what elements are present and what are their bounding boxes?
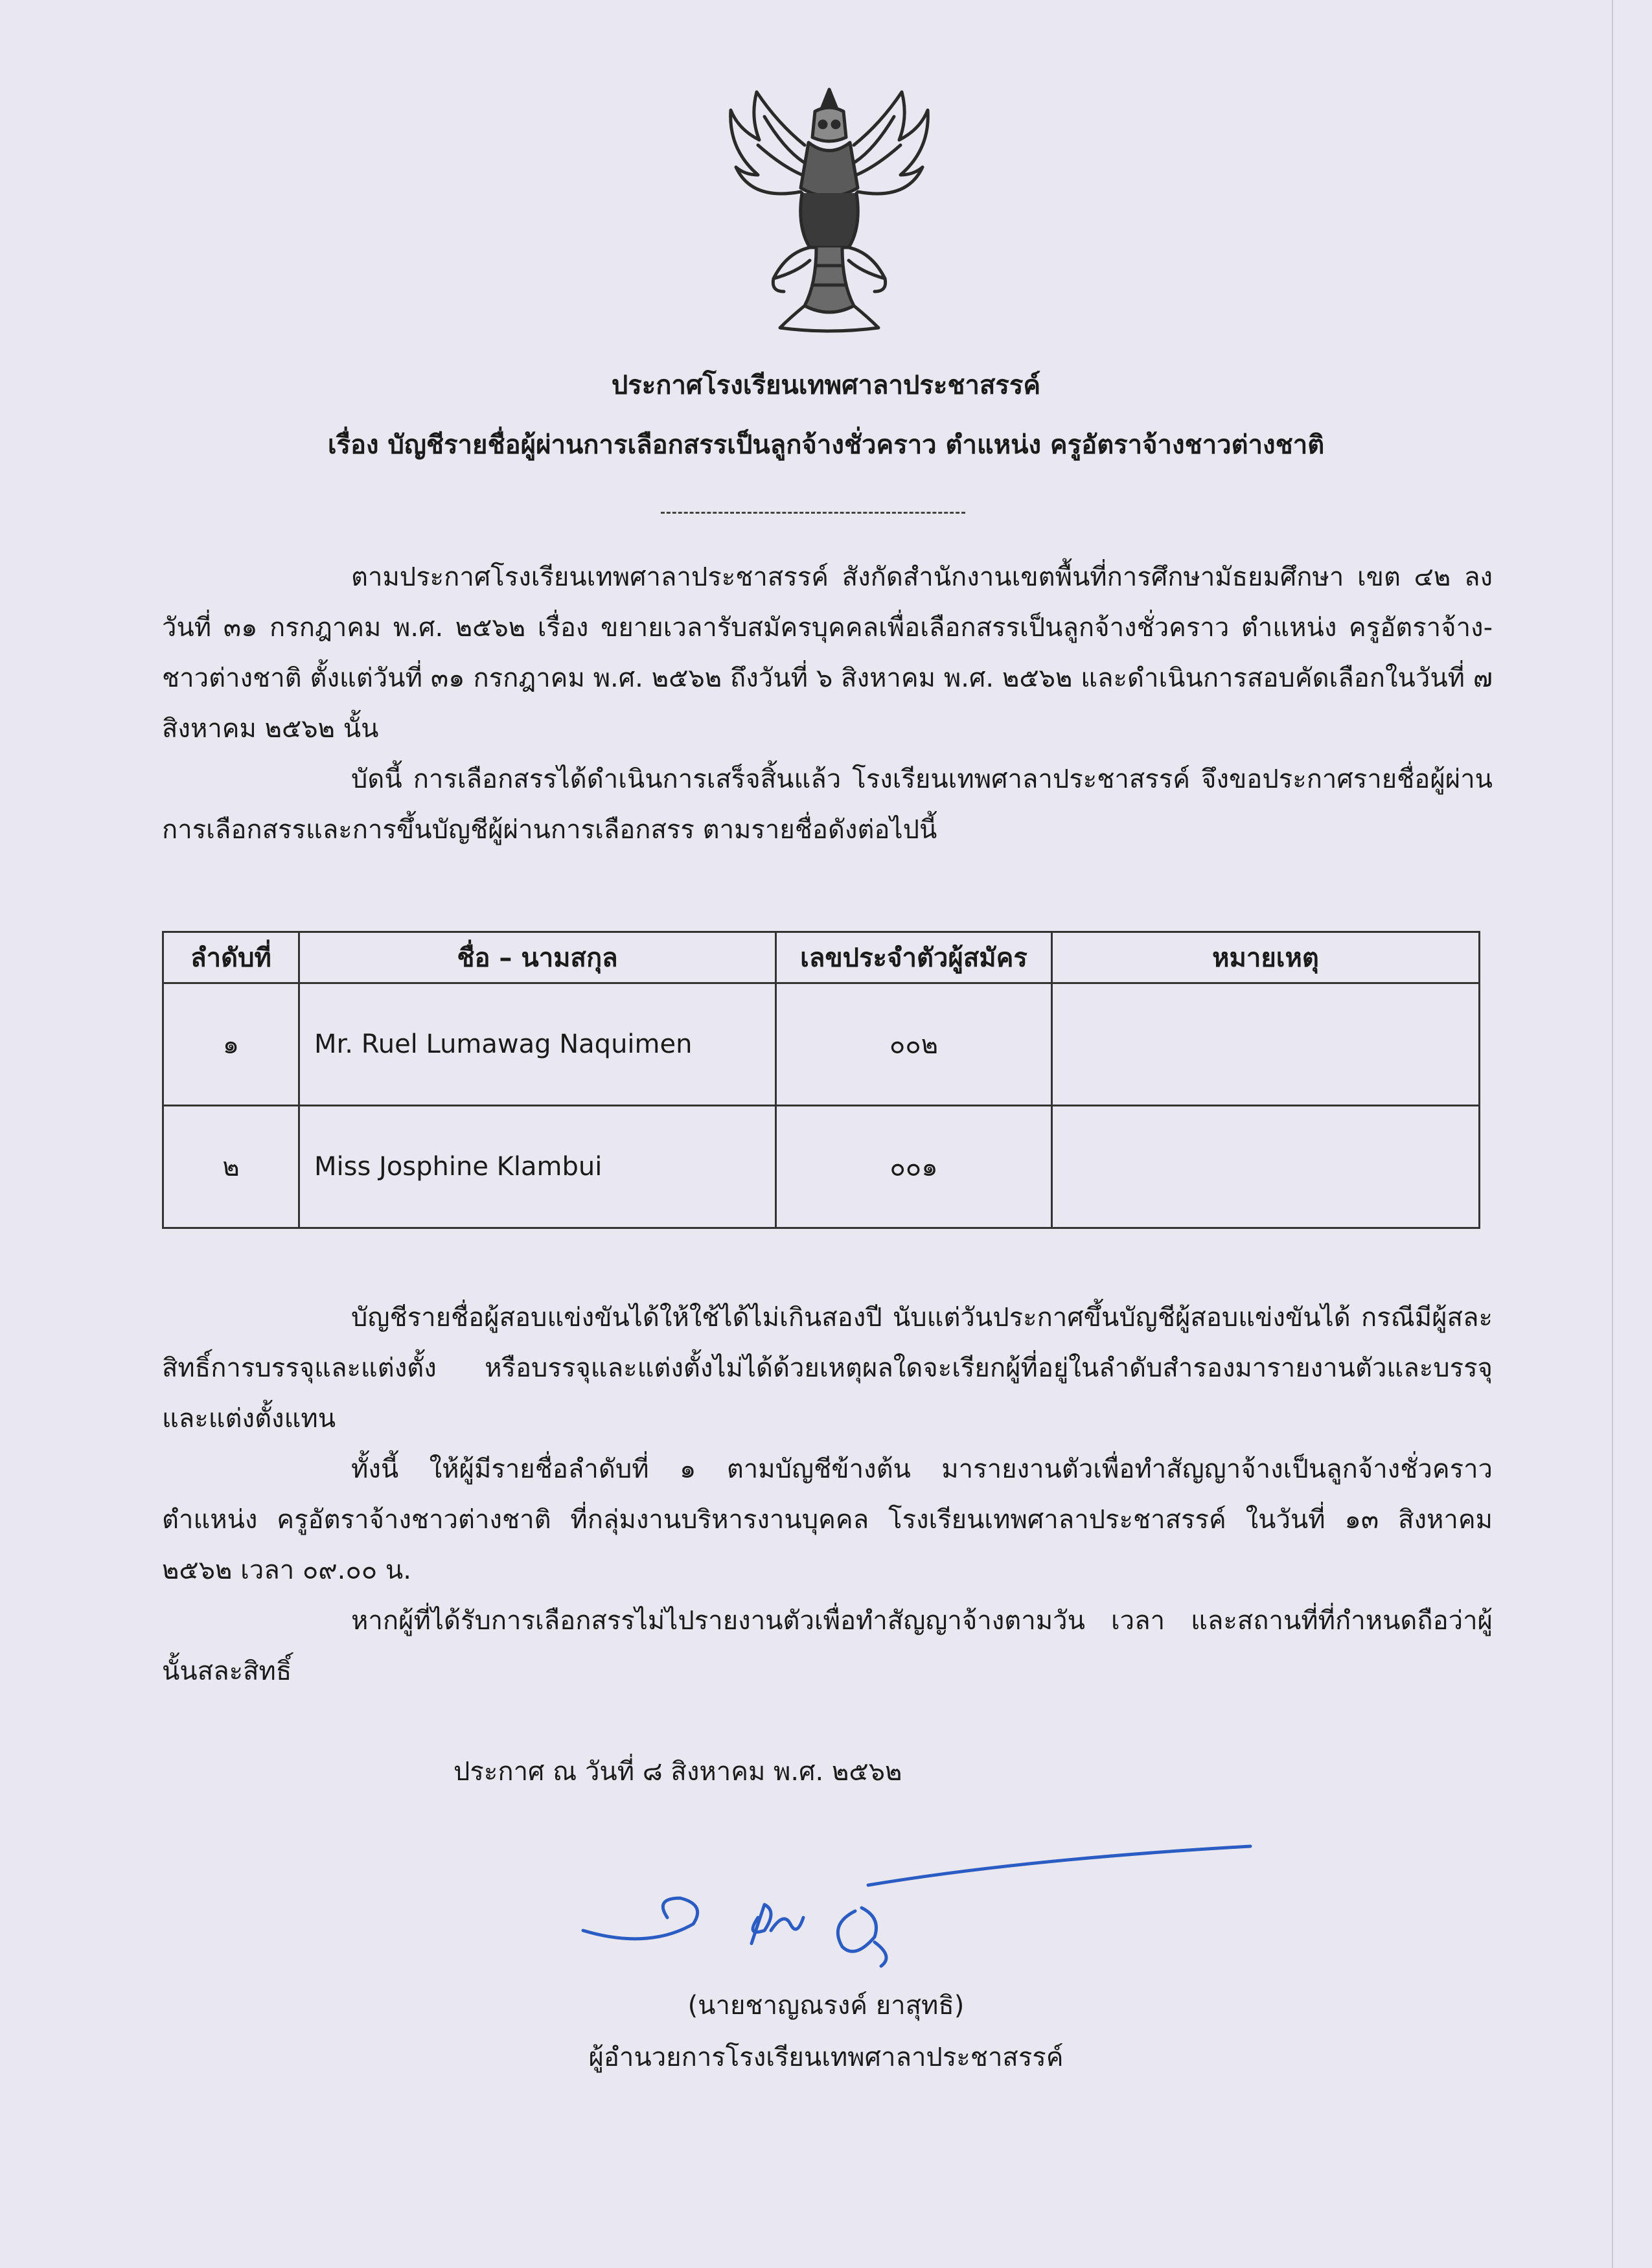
table-header-row	[163, 932, 1480, 983]
header-applicant-id: เลขประจำตัวผู้สมัคร	[776, 932, 1052, 983]
paragraph-result-intro: บัดนี้ การเลือกสรรได้ดำเนินการเสร็จสิ้นแล้ว โรงเรียนเทพศาลาประชาสรรค์ จึงขอประกาศรายชื่อผู้ผ่านการเลือกสรรและการขึ้นบัญชีผู้ผ่านการเลือกสรร ตามรายชื่อดังต่อไปนี้	[162, 764, 1493, 845]
table-row	[163, 1106, 1480, 1228]
header-note: หมายเหตุ	[1052, 932, 1480, 983]
garuda-emblem-icon	[719, 78, 939, 337]
cell-applicant-id: ๐๐๒	[776, 983, 1052, 1106]
page-edge	[1612, 0, 1613, 2268]
conditions-section	[162, 1292, 1493, 1697]
title-divider	[661, 512, 965, 514]
cell-name: Mr. Ruel Lumawag Naquimen	[299, 983, 776, 1106]
signature-mark	[570, 1833, 1257, 1982]
cell-note	[1052, 983, 1480, 1106]
announcement-title: ประกาศโรงเรียนเทพศาลาประชาสรรค์	[611, 371, 1041, 400]
table-row	[163, 983, 1480, 1106]
header-order: ลำดับที่	[163, 932, 299, 983]
cell-order: ๒	[163, 1106, 299, 1228]
paragraph-forfeit: หากผู้ที่ได้รับการเลือกสรรไม่ไปรายงานตัวเพื่อทำสัญญาจ้างตามวัน เวลา และสถานที่ที่กำหนดถือว่าผู้นั้นสละสิทธิ์	[162, 1606, 1493, 1686]
announcement-subject: เรื่อง บัญชีรายชื่อผู้ผ่านการเลือกสรรเป็นลูกจ้างชั่วคราว ตำแหน่ง ครูอัตราจ้างชาวต่างชาติ	[327, 430, 1325, 460]
announce-date: ประกาศ ณ วันที่ ๘ สิงหาคม พ.ศ. ๒๕๖๒	[453, 1757, 902, 1787]
header-name: ชื่อ – นามสกุล	[299, 932, 776, 983]
signer-title: ผู้อำนวยการโรงเรียนเทพศาลาประชาสรรค์	[588, 2043, 1064, 2072]
cell-order: ๑	[163, 983, 299, 1106]
cell-note	[1052, 1106, 1480, 1228]
signer-name: (นายชาญณรงค์ ยาสุทธิ)	[687, 1991, 965, 2021]
paragraph-reference: ตามประกาศโรงเรียนเทพศาลาประชาสรรค์ สังกัดสำนักงานเขตพื้นที่การศึกษามัธยมศึกษา เขต ๔๒ ลงวันที่ ๓๑ กรกฎาคม พ.ศ. ๒๕๖๒ เรื่อง ขยายเวลารับสมัครบุคคลเพื่อเลือกสรรเป็นลูกจ้างชั่วคราว ตำแหน่ง ครูอัตราจ้าง-ชาวต่างชาติ ตั้งแต่วันที่ ๓๑ กรกฎาคม พ.ศ. ๒๕๖๒ ถึงวันที่ ๖ สิงหาคม พ.ศ. ๒๕๖๒ และดำเนินการสอบคัดเลือกในวันที่ ๗ สิงหาคม ๒๕๖๒ นั้น	[162, 562, 1493, 744]
intro-section	[162, 552, 1493, 855]
result-table	[162, 931, 1480, 1229]
paragraph-report-instruction: ทั้งนี้ ให้ผู้มีรายชื่อลำดับที่ ๑ ตามบัญชีข้างต้น มารายงานตัวเพื่อทำสัญญาจ้างเป็นลูกจ้างชั่วคราว ตำแหน่ง ครูอัตราจ้างชาวต่างชาติ ที่กลุ่มงานบริหารงานบุคคล โรงเรียนเทพศาลาประชาสรรค์ ในวันที่ ๑๓ สิงหาคม ๒๕๖๒ เวลา ๐๙.๐๐ น.	[162, 1454, 1493, 1585]
cell-name: Miss Josphine Klambui	[299, 1106, 776, 1228]
cell-applicant-id: ๐๐๑	[776, 1106, 1052, 1228]
paragraph-list-validity: บัญชีรายชื่อผู้สอบแข่งขันได้ให้ใช้ได้ไม่เกินสองปี นับแต่วันประกาศขึ้นบัญชีผู้สอบแข่งขันได้ กรณีมีผู้สละสิทธิ์การบรรจุและแต่งตั้ง หรือบรรจุและแต่งตั้งไม่ได้ด้วยเหตุผลใดจะเรียกผู้ที่อยู่ในลำดับสำรองมารายงานตัวและบรรจุและแต่งตั้งแทน	[162, 1303, 1493, 1434]
